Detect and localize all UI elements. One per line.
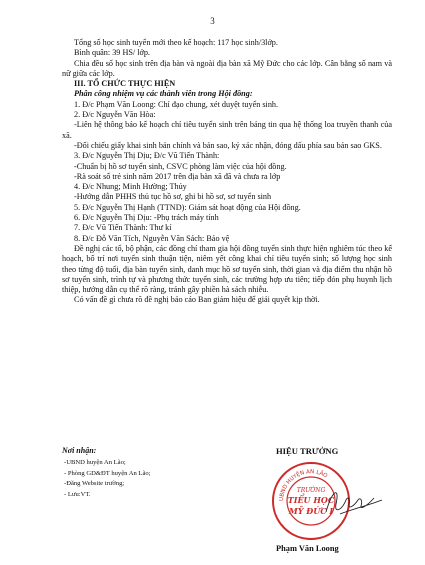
seal-ring-text: UBND HUYỆN AN LÃO	[278, 469, 329, 502]
recipient-item: - Phòng GD&ĐT huyện An Lão;	[64, 469, 151, 477]
paragraph: 7. Đ/c Vũ Tiến Thành: Thư kí	[74, 223, 172, 233]
document-body	[62, 38, 392, 306]
paragraph: Có vấn đề gì chưa rõ đề nghị báo cáo Ban giám hiệu để giải quyết kịp thời.	[74, 295, 320, 305]
official-seal	[270, 460, 390, 542]
signer-name: Phạm Văn Loong	[276, 544, 339, 553]
recipient-item: - Lưu:VT.	[64, 490, 91, 498]
principal-title: HIỆU TRƯỞNG	[276, 446, 339, 456]
seal-line: TIỂU HỌC	[287, 495, 335, 505]
recipients-list	[64, 458, 151, 500]
paragraph: -Liên hệ thông báo kế hoạch chỉ tiêu tuyển sinh trên bảng tin qua hệ thống loa truyền thanh của xã.	[62, 120, 392, 140]
recipient-item: -UBND huyện An Lão;	[64, 459, 126, 466]
paragraph: Bình quân: 39 HS/ lớp.	[74, 48, 150, 58]
page-number: 3	[210, 16, 215, 26]
paragraph: 5. Đ/c Nguyễn Thị Hạnh (TTND): Giám sát hoạt động của Hội đồng.	[74, 202, 301, 212]
paragraph: 1. Đ/c Phạm Văn Loong: Chỉ đạo chung, xét duyệt tuyển sinh.	[74, 99, 279, 109]
paragraph: -Rà soát số trẻ sinh năm 2017 trên địa bàn xã đã và chưa ra lớp	[74, 171, 281, 181]
recipients-title: Nơi nhận:	[62, 446, 97, 455]
seal-line: TRƯỜNG	[296, 487, 326, 494]
paragraph: 6. Đ/c Nguyễn Thị Dịu: -Phụ trách máy tính	[74, 213, 219, 223]
recipient-item: -Đăng Website trường;	[64, 480, 125, 487]
paragraph: 4. Đ/c Nhung; Minh Hường; Thủy	[74, 182, 187, 192]
seal-line: MỸ ĐỨC I	[288, 506, 334, 516]
paragraph: -Đối chiếu giấy khai sinh bản chính và bản sao, ký xác nhận, đóng dấu phía sau bản sao GKS.	[74, 140, 382, 150]
paragraph: -Hướng dẫn PHHS thủ tục hồ sơ, ghi bi hồ sơ, sơ tuyển sinh	[74, 192, 272, 202]
signature-block	[62, 446, 402, 561]
section-heading: III. TỔ CHỨC THỰC HIỆN	[74, 79, 176, 89]
paragraph: 2. Đ/c Nguyễn Văn Hòa:	[74, 110, 156, 120]
subsection-heading: Phân công nhiệm vụ các thành viên trong Hội đồng:	[74, 89, 253, 99]
paragraph: 8. Đ/c Đỗ Văn Tích, Nguyễn Văn Sách: Bảo vệ	[74, 233, 230, 243]
paragraph: Tổng số học sinh tuyển mới theo kế hoạch: 117 học sinh/3lớp.	[74, 38, 278, 47]
paragraph: Đề nghị các tổ, bộ phận, các đồng chí tham gia hội đồng tuyển sinh thực hiện nghiêm túc theo kế hoạch, bố trí nơi tuyển sinh thuận tiện, niêm yết công khai chỉ tiêu tuyển sinh; số lượng học sinh theo từng độ tuổi, địa bàn tuyển sinh, danh mục hồ sơ tuyển sinh, thời gian và địa điểm thu nhận hồ sơ tuyển sinh, trình tự và phương thức tuyển sinh, các trường hợp ưu tiên; tiếp đón phụ huynh lịch thiệp, hướng dẫn cụ thể rõ ràng, tránh gây phiền hà sách nhiễu.	[62, 243, 392, 295]
paragraph: 3. Đ/c Nguyễn Thị Dịu; Đ/c Vũ Tiến Thành:	[74, 151, 220, 161]
paragraph: Chia đều số học sinh trên địa bàn và ngoài địa bàn xã Mỹ Đức cho các lớp. Cân bằng số nam và nữ giữa các lớp.	[62, 58, 392, 78]
paragraph: -Chuẩn bị hồ sơ tuyển sinh, CSVC phòng làm việc của hội đồng.	[74, 161, 287, 171]
